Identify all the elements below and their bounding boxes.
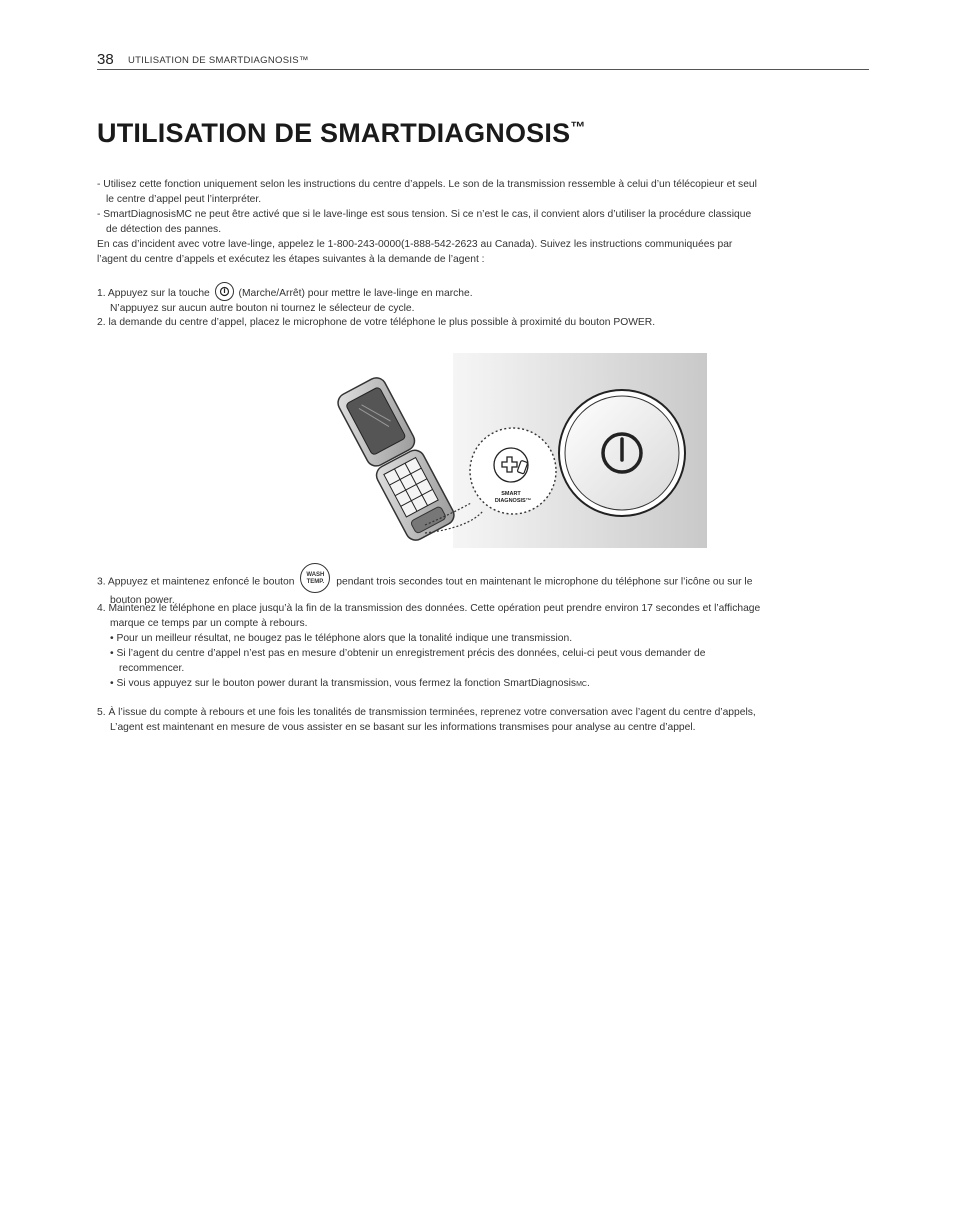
step-4-bullet-1: • Pour un meilleur résultat, ne bougez pas le téléphone alors que la tonalité indique une transmission. bbox=[110, 633, 573, 644]
step-4-bullet-3-end: . bbox=[586, 678, 590, 689]
step-4-line-2: marque ce temps par un compte à rebours. bbox=[110, 618, 308, 629]
intro-paragraph bbox=[97, 237, 872, 267]
mc-mark: MC bbox=[576, 681, 587, 688]
page-number: 38 bbox=[97, 51, 114, 68]
page-header bbox=[97, 51, 869, 70]
wash-temp-line-2: TEMP. bbox=[306, 579, 325, 585]
running-title: UTILISATION DE SMARTDIAGNOSIS™ bbox=[128, 55, 309, 66]
step-5 bbox=[97, 705, 872, 735]
step-3-suffix: pendant trois secondes tout en maintenant le microphone du téléphone sur l’icône ou sur le bbox=[336, 576, 753, 588]
intro-paragraph-line-2: l’agent du centre d’appels et exécutez les étapes suivantes à la demande de l’agent : bbox=[97, 254, 485, 265]
step-1 bbox=[97, 286, 872, 316]
step-1-prefix: 1. Appuyez sur la touche bbox=[97, 288, 210, 300]
intro-bullet-1 bbox=[97, 177, 872, 207]
step-1-line-2: N’appuyez sur aucun autre bouton ni tournez le sélecteur de cycle. bbox=[110, 303, 415, 315]
intro-bullet-2-line-1: - SmartDiagnosisMC ne peut être activé que si le lave-linge est sous tension. Si ce n’est le cas, il convient alors d’utiliser la procédure classique bbox=[97, 209, 752, 220]
power-icon bbox=[215, 282, 234, 301]
intro-paragraph-line-1: En cas d’incident avec votre lave-linge, appelez le 1-800-243-0000(1-888-542-2623 au Canada). Suivez les instructions communiquées par bbox=[97, 239, 733, 250]
wash-temp-line-1: WASH bbox=[306, 572, 325, 578]
step-4-bullet-3-text: • Si vous appuyez sur le bouton power durant la transmission, vous fermez la fonction SmartDiagnosis bbox=[110, 678, 577, 689]
step-4-bullet-2-line-2: recommencer. bbox=[119, 663, 185, 674]
step-4-bullet-3 bbox=[97, 678, 590, 689]
intro-bullet-1-line-2: le centre d’appel peut l’interpréter. bbox=[106, 194, 262, 205]
step-3-line-2: bouton power. bbox=[110, 595, 175, 606]
step-4-line-1: 4. Maintenez le téléphone en place jusqu’à la fin de la transmission des données. Cette opération peut prendre environ 17 secondes et l’affichage bbox=[97, 603, 761, 614]
smart-label-line-2: DIAGNOSIS™ bbox=[494, 498, 532, 504]
step-5-line-2: L’agent est maintenant en mesure de vous assister en se basant sur les informations transmises pour analyse au centre d’appel. bbox=[110, 722, 696, 733]
step-3-prefix: 3. Appuyez et maintenez enfoncé le bouton bbox=[97, 576, 295, 588]
step-2-text: 2. la demande du centre d’appel, placez le microphone de votre téléphone le plus possible à proximité du bouton POWER. bbox=[97, 317, 656, 328]
step-5-line-1: 5. À l’issue du compte à rebours et une fois les tonalités de transmission terminées, reprenez votre conversation avec l’agent du centre d’appels, bbox=[97, 707, 756, 718]
intro-bullet-2 bbox=[97, 207, 872, 237]
step-2 bbox=[97, 315, 872, 330]
phone-and-power-button-illustration bbox=[333, 353, 707, 548]
intro-bullet-2-line-2: de détection des pannes. bbox=[106, 224, 222, 235]
step-4-bullet-2-line-1: • Si l’agent du centre d’appel n’est pas en mesure d’obtenir un enregistrement précis des données, celui-ci peut vous demander de bbox=[110, 648, 706, 659]
smart-label-line-1: SMART bbox=[501, 491, 521, 497]
step-4 bbox=[97, 601, 872, 692]
step-1-suffix: (Marche/Arrêt) pour mettre le lave-linge en marche. bbox=[238, 288, 473, 300]
wash-temp-button-icon bbox=[300, 563, 330, 593]
page-title bbox=[97, 118, 586, 149]
intro-bullet-1-line-1: - Utilisez cette fonction uniquement selon les instructions du centre d’appels. Le son de la transmission ressemble à celui d’un télécopieur et seul bbox=[97, 179, 757, 190]
trademark-mark: ™ bbox=[570, 119, 586, 136]
page-title-text: UTILISATION DE SMARTDIAGNOSIS bbox=[97, 118, 571, 148]
